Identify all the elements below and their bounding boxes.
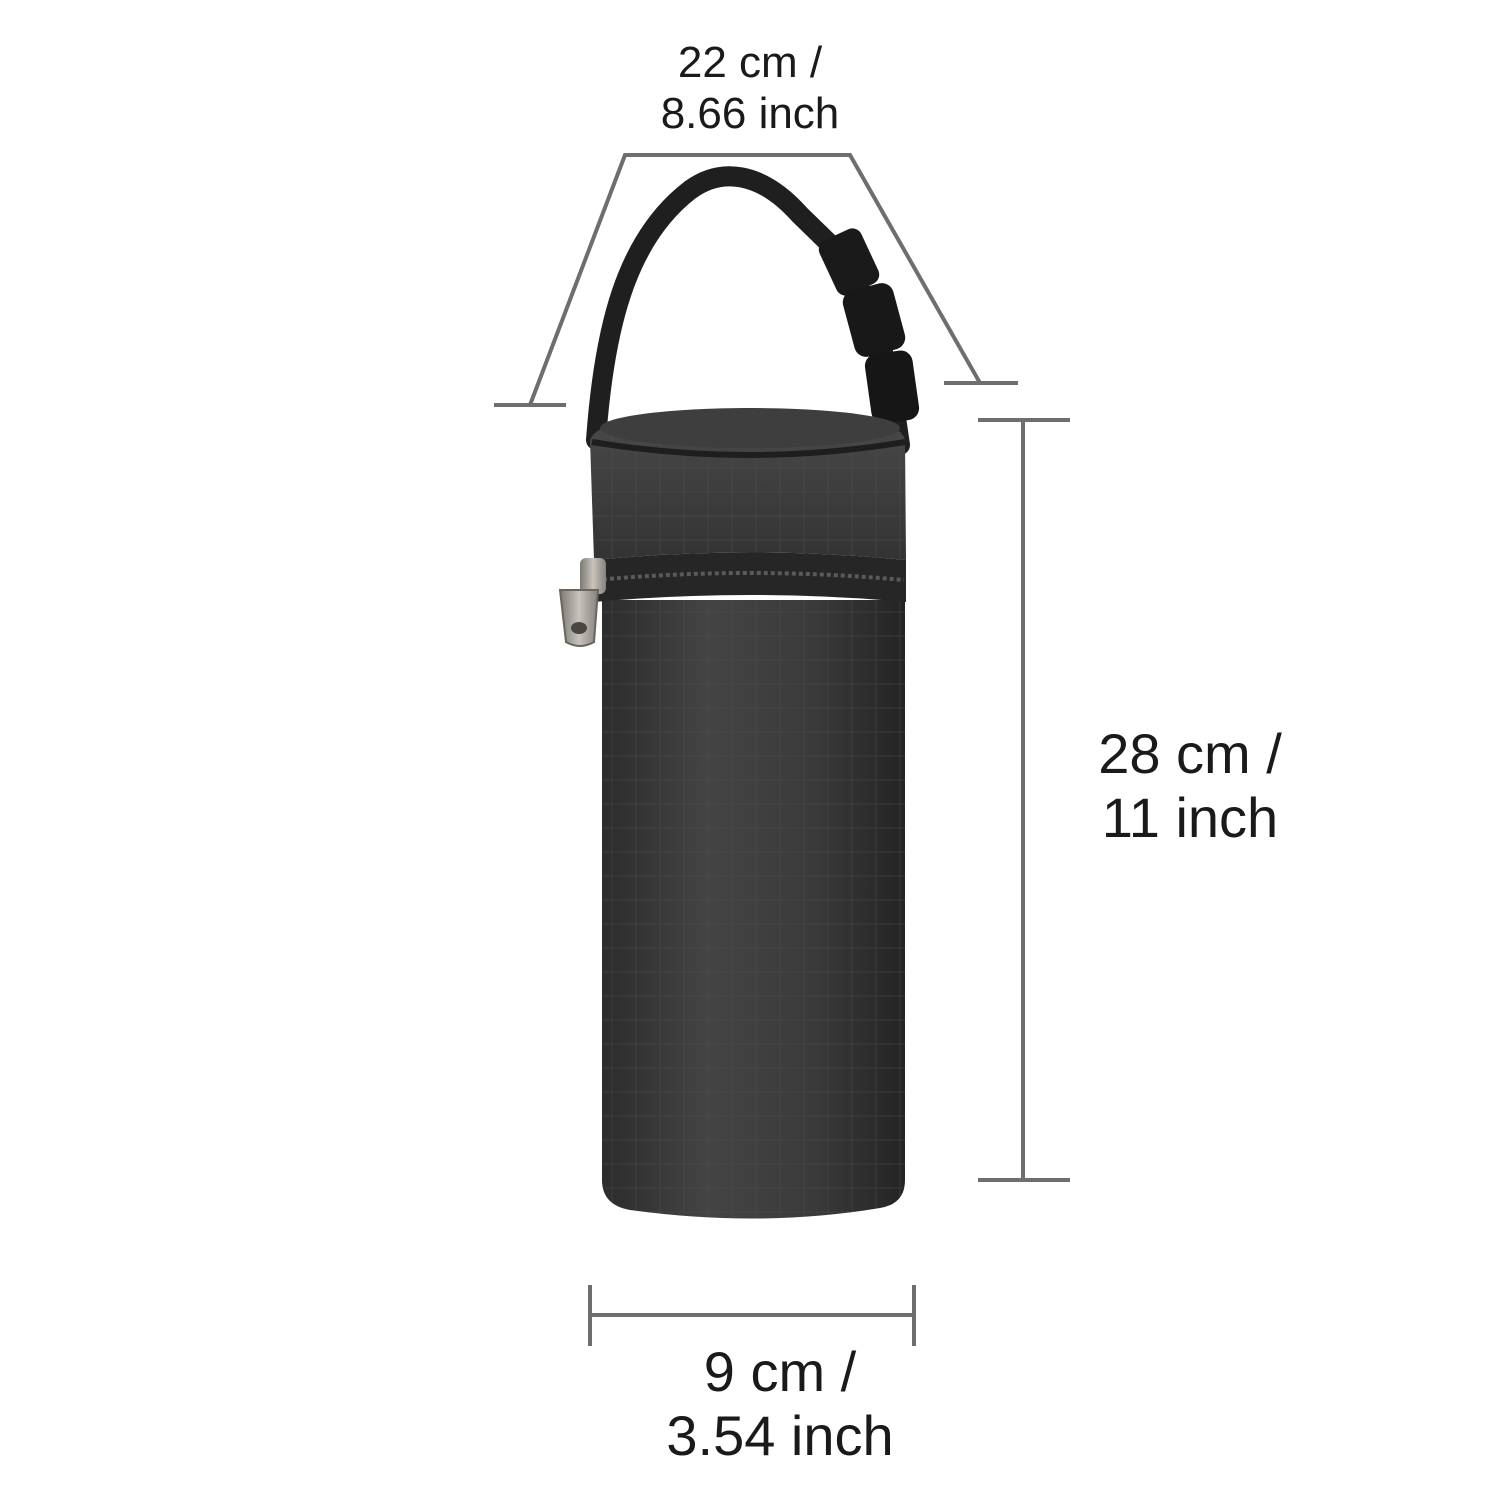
carry-strap — [596, 176, 836, 440]
strap-length-inch: 8.66 inch — [660, 88, 840, 138]
height-inch: 11 inch — [1101, 786, 1279, 850]
strap-length-cm: 22 cm / — [677, 38, 823, 87]
width-dimension-line — [590, 1285, 914, 1346]
height-cm: 28 cm / — [1098, 722, 1282, 785]
bag-body-texture — [602, 600, 905, 1219]
zipper-pull-icon — [560, 558, 606, 646]
lid-top — [600, 408, 900, 448]
strap-length-label — [560, 38, 940, 139]
width-label — [600, 1340, 960, 1469]
height-label — [1040, 722, 1340, 851]
bottle-bag — [560, 176, 921, 1218]
width-cm: 9 cm / — [703, 1340, 857, 1403]
width-inch: 3.54 inch — [666, 1404, 894, 1468]
